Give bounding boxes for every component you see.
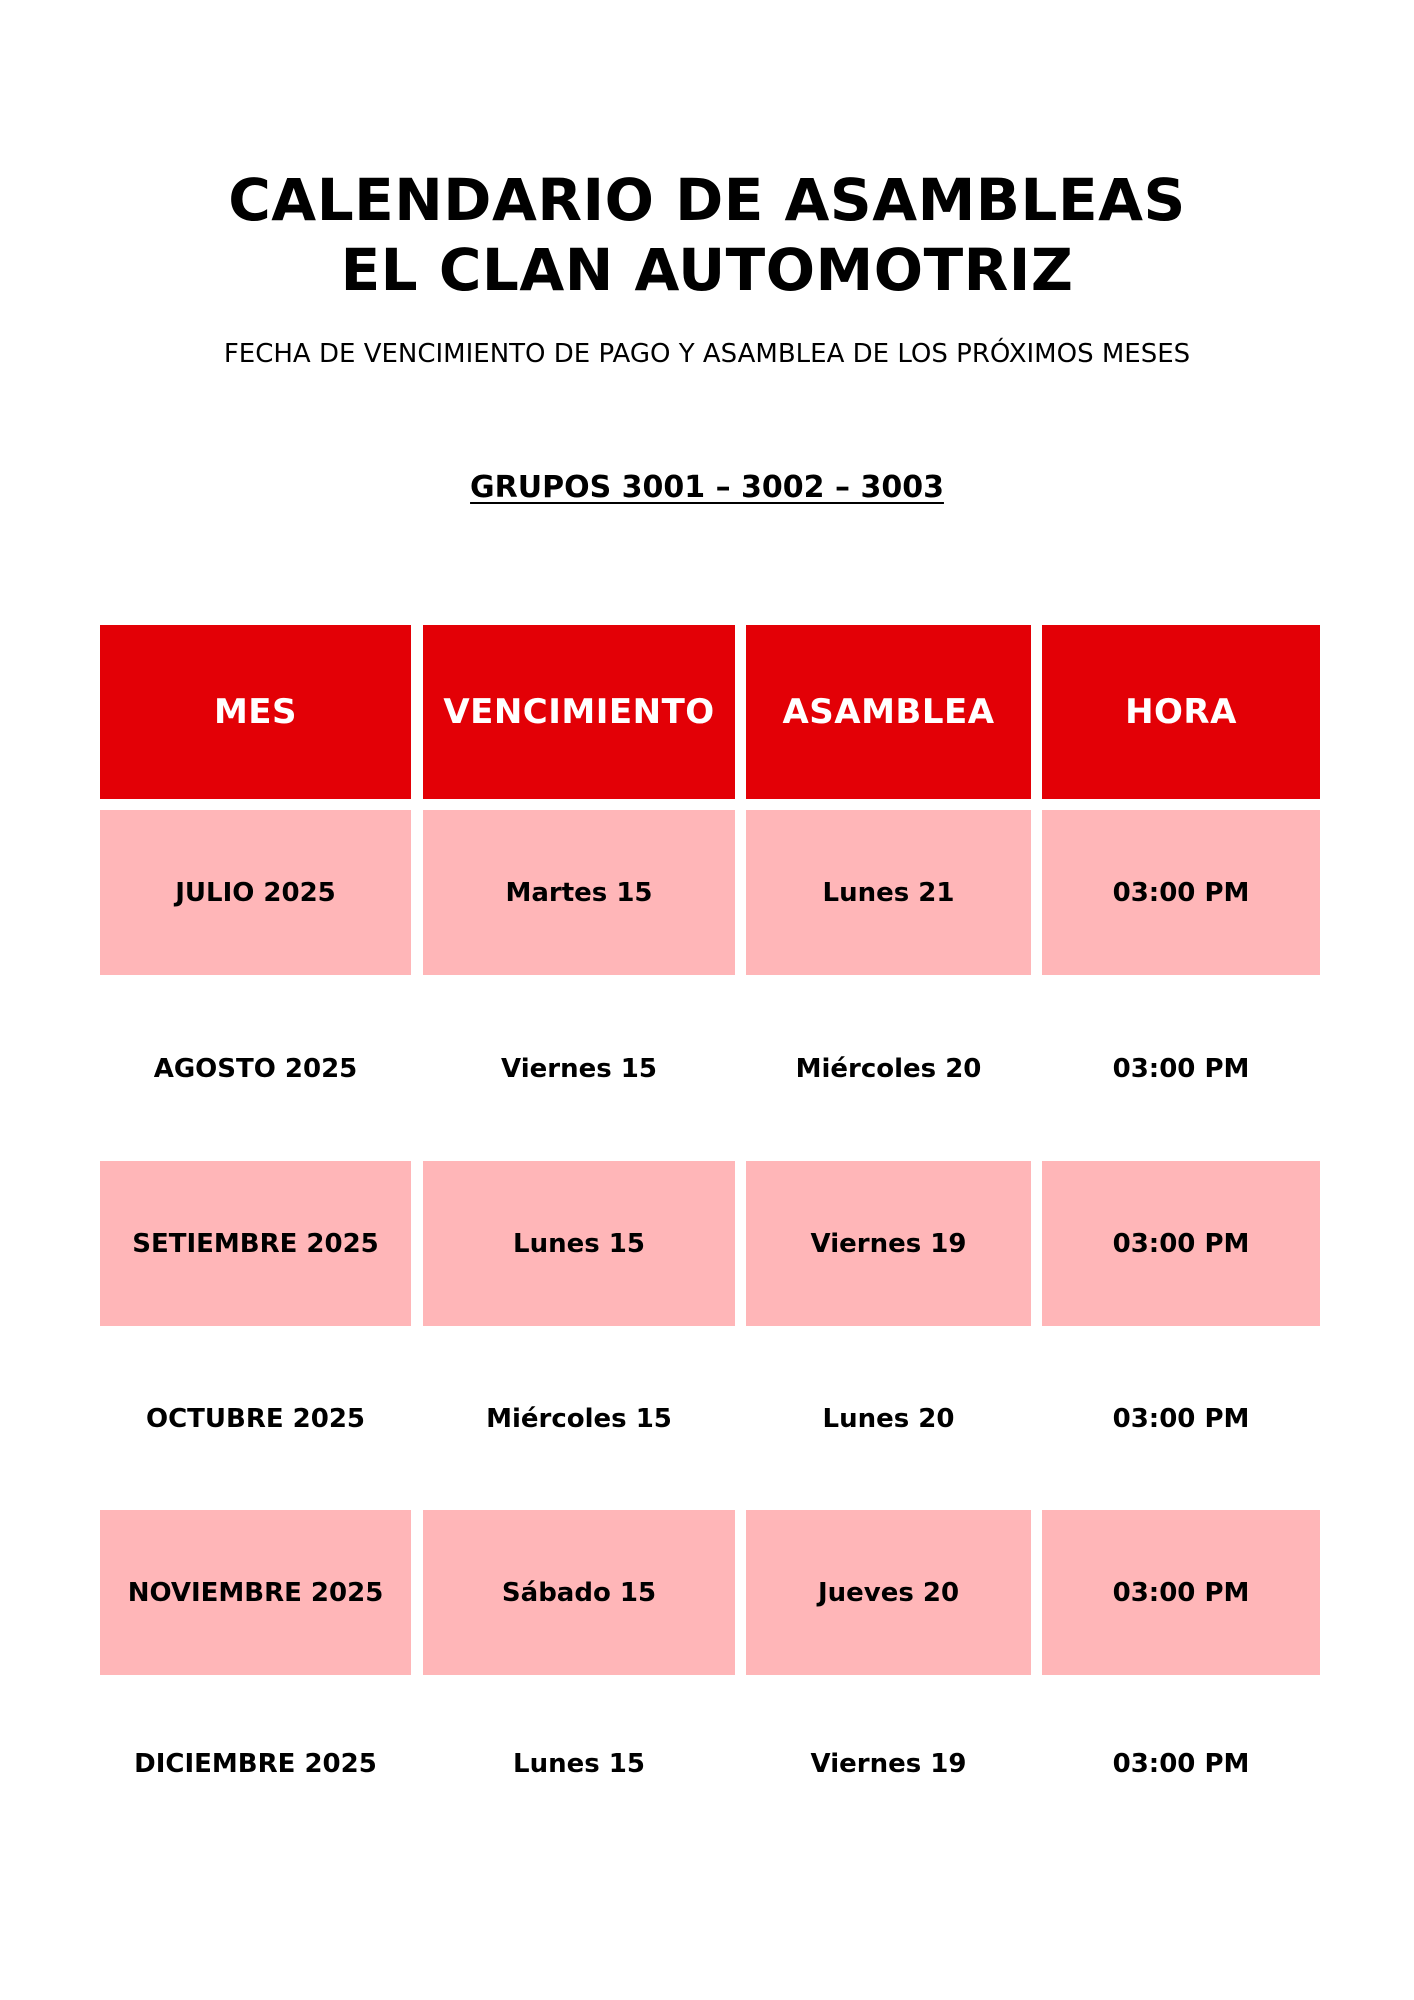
header-hora: HORA bbox=[1042, 625, 1320, 799]
table-cell-asamblea: Lunes 20 bbox=[822, 1403, 955, 1434]
table-cell-hora: 03:00 PM bbox=[1112, 1053, 1250, 1084]
table-cell-vencimiento: Lunes 15 bbox=[513, 1748, 645, 1779]
table-cell-hora: 03:00 PM bbox=[1042, 1510, 1320, 1675]
table-cell-vencimiento: Sábado 15 bbox=[423, 1510, 735, 1675]
table-cell-mes: SETIEMBRE 2025 bbox=[100, 1161, 411, 1326]
title-line-2: EL CLAN AUTOMOTRIZ bbox=[340, 236, 1074, 304]
table-cell-vencimiento: Viernes 15 bbox=[501, 1053, 657, 1084]
table-cell-asamblea: Lunes 21 bbox=[746, 810, 1031, 975]
table-cell-asamblea: Viernes 19 bbox=[746, 1161, 1031, 1326]
table-cell-vencimiento: Miércoles 15 bbox=[486, 1403, 672, 1434]
header-asamblea: ASAMBLEA bbox=[746, 625, 1031, 799]
table-cell-hora: 03:00 PM bbox=[1042, 1161, 1320, 1326]
table-cell-mes: DICIEMBRE 2025 bbox=[134, 1748, 377, 1779]
table-cell-hora: 03:00 PM bbox=[1042, 810, 1320, 975]
table-cell-mes: JULIO 2025 bbox=[100, 810, 411, 975]
table-cell-asamblea: Miércoles 20 bbox=[795, 1053, 982, 1084]
table-cell-mes: AGOSTO 2025 bbox=[153, 1053, 358, 1084]
page-subtitle: FECHA DE VENCIMIENTO DE PAGO Y ASAMBLEA DE LOS PRÓXIMOS MESES bbox=[223, 339, 1191, 369]
table-cell-asamblea: Viernes 19 bbox=[810, 1748, 967, 1779]
table-cell-vencimiento: Lunes 15 bbox=[423, 1161, 735, 1326]
table-cell-mes: NOVIEMBRE 2025 bbox=[100, 1510, 411, 1675]
table-cell-asamblea: Jueves 20 bbox=[746, 1510, 1031, 1675]
table-cell-hora: 03:00 PM bbox=[1112, 1403, 1250, 1434]
header-mes: MES bbox=[100, 625, 411, 799]
header-vencimiento: VENCIMIENTO bbox=[423, 625, 735, 799]
page-title bbox=[0, 165, 1414, 305]
table-cell-mes: OCTUBRE 2025 bbox=[145, 1403, 366, 1434]
groups-label: GRUPOS 3001 – 3002 – 3003 bbox=[470, 470, 944, 505]
table-cell-hora: 03:00 PM bbox=[1112, 1748, 1250, 1779]
groups-heading bbox=[0, 470, 1414, 506]
title-line-1: CALENDARIO DE ASAMBLEAS bbox=[228, 166, 1186, 234]
table-cell-vencimiento: Martes 15 bbox=[423, 810, 735, 975]
